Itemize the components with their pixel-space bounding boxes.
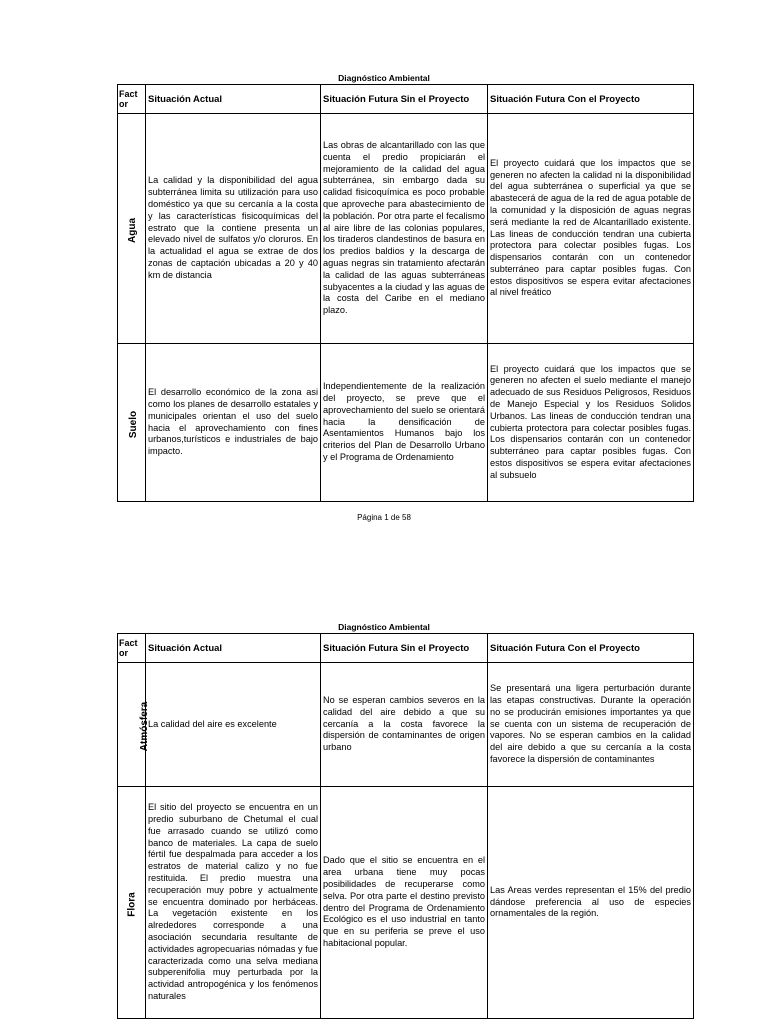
header-factor: Fact or: [118, 85, 146, 114]
header-futura-con-proyecto: Situación Futura Con el Proyecto: [488, 634, 694, 663]
cell-situacion-actual: La calidad y la disponibilidad del agua subterránea limita su utilización para uso doméstico ya que su cercanía a la costa y las características fisicoquímicas del estrato que la contiene presenta un elevado nivel de sulfatos y/o cloruros. En la actualidad el agua se extrae de dos zonas de captación ubicadas a 20 y 40 km de distancia: [146, 114, 321, 344]
cell-futura-con-proyecto: Las Areas verdes representan el 15% del predio dándose preferencia al uso de especies ornamentales de la región.: [488, 787, 694, 1019]
factor-cell: [118, 114, 146, 344]
cell-situacion-actual: El sitio del proyecto se encuentra en un predio suburbano de Chetumal el cual fue arrasado cuando se utilizó como banco de materiales. La capa de suelo fértil fue despalmada para acceder a los estratos de material calizo y no fue restituida. El predio muestra una recuperación muy pobre y actualmente se encuentra dominado por herbáceas. La vegetación existente en los alrededores corresponde a una asociación secundaria resultante de actividades agropecuarias nómadas y fue caracterizada como una selva mediana subperenifolia muy perturbada por la actividad antropogénica y los fenómenos naturales: [146, 787, 321, 1019]
page-1-title: Diagnóstico Ambiental: [338, 73, 430, 83]
header-futura-sin-proyecto: Situación Futura Sin el Proyecto: [321, 85, 488, 114]
cell-futura-sin-proyecto: No se esperan cambios severos en la calidad del aire debido a que su cercanía a la costa favorece la dispersión de contaminantes de origen urbano: [321, 663, 488, 787]
table-row: [118, 787, 694, 1019]
header-factor: Fact or: [118, 634, 146, 663]
cell-futura-con-proyecto: Se presentará una ligera perturbación durante las etapas constructivas. Durante la operación no se producirán emisiones importantes ya que se cuenta con un sistema de recuperación de vapores. No se esperan cambios en la calidad del aire debido a que su cercanía a la costa favorece la dispersión de contaminantes: [488, 663, 694, 787]
header-situacion-actual: Situación Actual: [146, 634, 321, 663]
table-row: [118, 344, 694, 502]
cell-situacion-actual: El desarrollo económico de la zona asi como los planes de desarrollo estatales y municipales orientan el uso del suelo hacia el aprovechamiento con fines urbanos,turísticos e industriales de bajo impacto.: [146, 344, 321, 502]
table-row: [118, 114, 694, 344]
cell-situacion-actual: La calidad del aire es excelente: [146, 663, 321, 787]
factor-label-agua: Agua: [127, 217, 138, 243]
table-header-row: [118, 85, 694, 114]
header-situacion-actual: Situación Actual: [146, 85, 321, 114]
factor-label-suelo: Suelo: [128, 410, 140, 438]
page-2-table: [117, 633, 694, 1019]
cell-futura-sin-proyecto: Independientemente de la realización del proyecto, se preve que el aprovechamiento del suelo se orientará hacia la densificación de Asentamientos Humanos bajo los criterios del Plan de Desarrollo Urbano y el Programa de Ordenamiento: [321, 344, 488, 502]
cell-futura-con-proyecto: El proyecto cuidará que los impactos que se generen no afecten la calidad ni la disponibilidad del agua subterránea o superficial ya que se abastecerá de agua de la red de agua potable de la comunidad y la disposición de aguas negras será mediante la red de Alcantarillado existente. Las lineas de conducción tendran una cubierta protectora para colectar posibles fugas. Los dispensarios contarán con un contenedor subterráneo para captar posibles fugas. Con estos dispositivos se espera evitar afectaciones al nivel freático: [488, 114, 694, 344]
factor-label-flora: Flora: [126, 891, 138, 917]
page-2-title: Diagnóstico Ambiental: [338, 622, 430, 632]
page-1-table: [117, 84, 694, 502]
table-header-row: [118, 634, 694, 663]
table-row: [118, 663, 694, 787]
cell-futura-sin-proyecto: Las obras de alcantarillado con las que cuenta el predio propiciarán el mejoramiento de la calidad del agua subterránea, sin embargo dada su calidad fisicoquímica es poco probable que aproveche para abastecimiento de la población. Por otra parte el fecalismo al aire libre de las colonias populares, los tiraderos clandestinos de basura en los predios baldios y la descarga de aguas negras sin tratamiento afectarán la calidad de las aguas subterráneas subyacentes a la ciudad y las aguas de la costa del Caribe en el mediano plazo.: [321, 114, 488, 344]
page-footer: Página 1 de 58: [357, 513, 411, 522]
factor-cell: [118, 663, 151, 787]
header-futura-sin-proyecto: Situación Futura Sin el Proyecto: [321, 634, 488, 663]
cell-futura-con-proyecto: El proyecto cuidará que los impactos que se generen no afecten el suelo mediante el manejo adecuado de sus Residuos Peligrosos, Residuos de Manejo Especial y los Residuos Solidos Urbanos. Las lineas de conducción tendran una cubierta protectora para colectar posibles fugas. Los dispensarios contarán con un contenedor subterráneo para captar posibles fugas. Con estos dispositivos se espera evitar afectaciones al subsuelo: [488, 344, 694, 502]
cell-futura-sin-proyecto: Dado que el sitio se encuentra en el area urbana tiene muy pocas posibilidades de recuperarse como selva. Por otra parte el destino previsto dentro del Programa de Ordenamiento Ecológico es el uso industrial en tanto que en su periferia se preve el uso habitacional popular.: [321, 787, 488, 1019]
factor-cell: [118, 787, 146, 1019]
factor-label-atmosfera: Atmósfera: [139, 701, 151, 751]
factor-cell: [118, 344, 146, 502]
header-futura-con-proyecto: Situación Futura Con el Proyecto: [488, 85, 694, 114]
